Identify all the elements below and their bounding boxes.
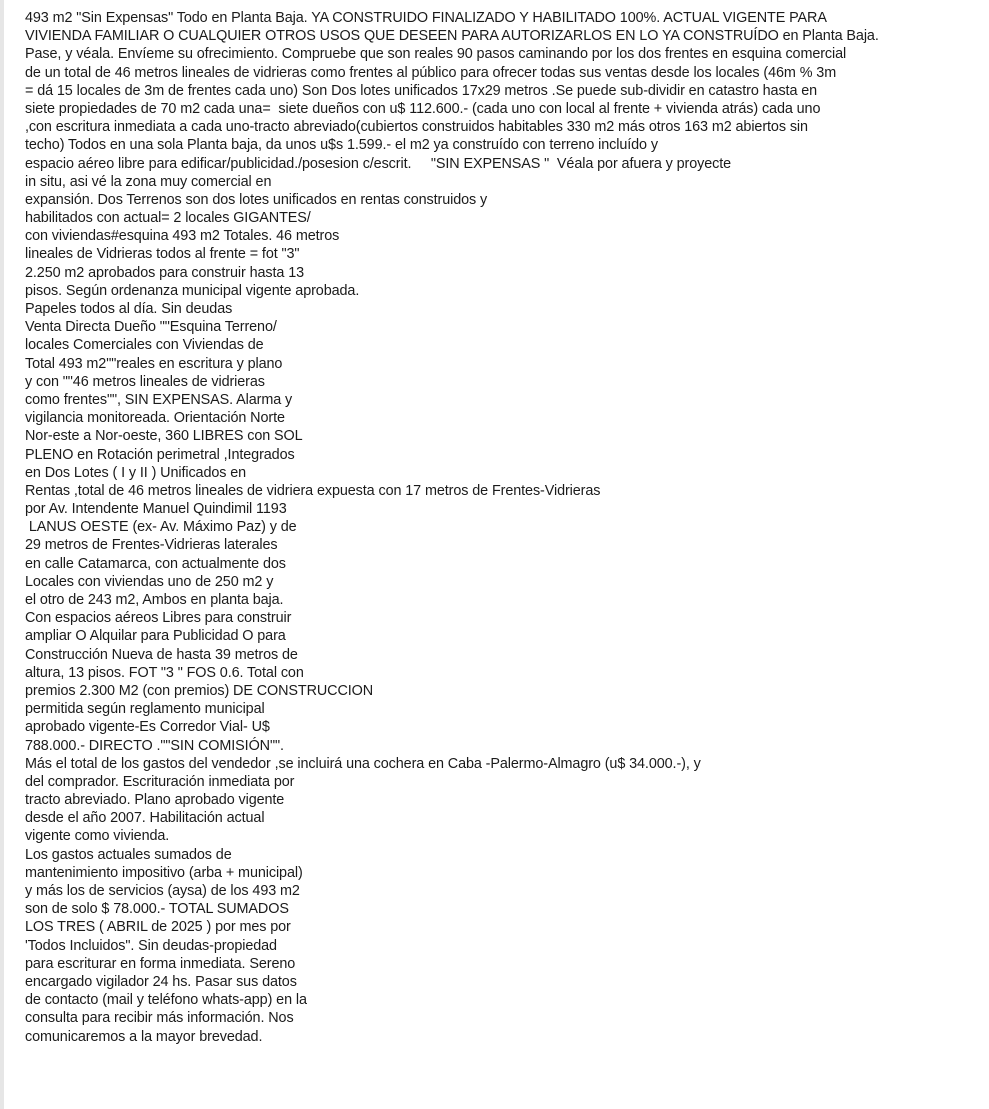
text-line: LOS TRES ( ABRIL de 2025 ) por mes por xyxy=(25,919,291,936)
text-line: permitida según reglamento municipal xyxy=(25,701,265,718)
text-line: por Av. Intendente Manuel Quindimil 1193 xyxy=(25,501,287,518)
text-line: 493 m2 "Sin Expensas" Todo en Planta Baja. YA CONSTRUIDO FINALIZADO Y HABILITADO 100%. ACTUAL VIGENTE PARA xyxy=(25,10,827,26)
text-line: comunicaremos a la mayor brevedad. xyxy=(25,1028,263,1045)
listing-text-body xyxy=(25,9,975,1046)
text-line: en Dos Lotes ( I y II ) Unificados en xyxy=(25,464,247,481)
text-line: Los gastos actuales sumados de xyxy=(25,846,232,863)
text-line: con viviendas#esquina 493 m2 Totales. 46 metros xyxy=(25,228,340,245)
text-line: Rentas ,total de 46 metros lineales de vidriera expuesta con 17 metros de Frentes-Vidrieras xyxy=(25,482,601,499)
text-line: Con espacios aéreos Libres para construir xyxy=(25,610,292,627)
page-left-edge xyxy=(0,0,4,1109)
text-line: para escriturar en forma inmediata. Sereno xyxy=(25,955,296,972)
text-line: Total 493 m2""reales en escritura y plano xyxy=(25,355,283,372)
text-line: consulta para recibir más información. Nos xyxy=(25,1010,294,1027)
text-line: Venta Directa Dueño ""Esquina Terreno/ xyxy=(25,319,277,336)
text-line: el otro de 243 m2, Ambos en planta baja. xyxy=(25,592,284,608)
text-line: 2.250 m2 aprobados para construir hasta 13 xyxy=(25,264,304,281)
text-line: Pase, y véala. Envíeme su ofrecimiento. Compruebe que son reales 90 pasos caminando por los dos frentes en esquina comercial xyxy=(25,46,847,63)
text-line: premios 2.300 M2 (con premios) DE CONSTRUCCION xyxy=(25,682,374,699)
text-line: como frentes"", SIN EXPENSAS. Alarma y xyxy=(25,391,293,408)
text-line: del comprador. Escrituración inmediata por xyxy=(25,773,295,790)
text-line: 788.000.- DIRECTO .""SIN COMISIÓN"". xyxy=(25,737,284,754)
text-line: de un total de 46 metros lineales de vidrieras como frentes al público para ofrecer todas sus ventas desde los locales (46m % 3m xyxy=(25,64,837,81)
text-line: LANUS OESTE (ex- Av. Máximo Paz) y de xyxy=(25,519,297,536)
text-line: de contacto (mail y teléfono whats-app) en la xyxy=(25,992,307,1009)
text-line: en calle Catamarca, con actualmente dos xyxy=(25,555,286,572)
text-line: y con ""46 metros lineales de vidrieras xyxy=(25,373,265,390)
text-line: altura, 13 pisos. FOT "3 " FOS 0.6. Total con xyxy=(25,664,304,681)
text-line: Construcción Nueva de hasta 39 metros de xyxy=(25,646,298,663)
text-line: vigente como vivienda. xyxy=(25,828,170,845)
text-line: = dá 15 locales de 3m de frentes cada uno) Son Dos lotes unificados 17x29 metros .Se puede sub-dividir en catastro hasta en xyxy=(25,82,818,99)
text-line: 'Todos Incluidos". Sin deudas-propiedad xyxy=(25,937,277,954)
text-line: siete propiedades de 70 m2 cada una= siete dueños con u$ 112.600.- (cada uno con local al frente + vivienda atrás) cada uno xyxy=(25,100,821,117)
text-line: habilitados con actual= 2 locales GIGANTES/ xyxy=(25,210,311,227)
text-line: Locales con viviendas uno de 250 m2 y xyxy=(25,573,274,590)
text-line: y más los de servicios (aysa) de los 493 m2 xyxy=(25,883,300,899)
text-line: in situ, asi vé la zona muy comercial en xyxy=(25,173,272,190)
text-line: ,con escritura inmediata a cada uno-tracto abreviado(cubiertos construidos habitables 330 m2 más otros 163 m2 abiertos sin xyxy=(25,119,808,136)
text-line: pisos. Según ordenanza municipal vigente aprobada. xyxy=(25,282,360,299)
text-line: locales Comerciales con Viviendas de xyxy=(25,337,264,354)
text-line: expansión. Dos Terrenos son dos lotes unificados en rentas construidos y xyxy=(25,191,488,208)
text-line: vigilancia monitoreada. Orientación Norte xyxy=(25,410,285,427)
text-line: espacio aéreo libre para edificar/publicidad./posesion c/escrit. "SIN EXPENSAS " Véala por afuera y proyecte xyxy=(25,155,732,172)
text-line: Más el total de los gastos del vendedor ,se incluirá una cochera en Caba -Palermo-Almagro (u$ 34.000.-), y xyxy=(25,755,701,772)
text-line: encargado vigilador 24 hs. Pasar sus datos xyxy=(25,973,297,990)
text-line: lineales de Vidrieras todos al frente = fot "3" xyxy=(25,246,300,263)
text-line: VIVIENDA FAMILIAR O CUALQUIER OTROS USOS QUE DESEEN PARA AUTORIZARLOS EN LO YA CONSTRUÍDO en Planta Baja. xyxy=(25,28,879,45)
text-line: Papeles todos al día. Sin deudas xyxy=(25,301,233,317)
text-line: techo) Todos en una sola Planta baja, da unos u$s 1.599.- el m2 ya construído con terreno incluído y xyxy=(25,137,658,154)
text-line: 29 metros de Frentes-Vidrieras laterales xyxy=(25,537,278,554)
text-line: mantenimiento impositivo (arba + municipal) xyxy=(25,864,303,881)
text-line: son de solo $ 78.000.- TOTAL SUMADOS xyxy=(25,901,289,918)
text-line: PLENO en Rotación perimetral ,Integrados xyxy=(25,446,295,463)
text-line: tracto abreviado. Plano aprobado vigente xyxy=(25,792,285,809)
text-line: Nor-este a Nor-oeste, 360 LIBRES con SOL xyxy=(25,428,303,445)
text-line: aprobado vigente-Es Corredor Vial- U$ xyxy=(25,719,270,736)
text-line: ampliar O Alquilar para Publicidad O para xyxy=(25,628,286,645)
text-line: desde el año 2007. Habilitación actual xyxy=(25,810,265,827)
